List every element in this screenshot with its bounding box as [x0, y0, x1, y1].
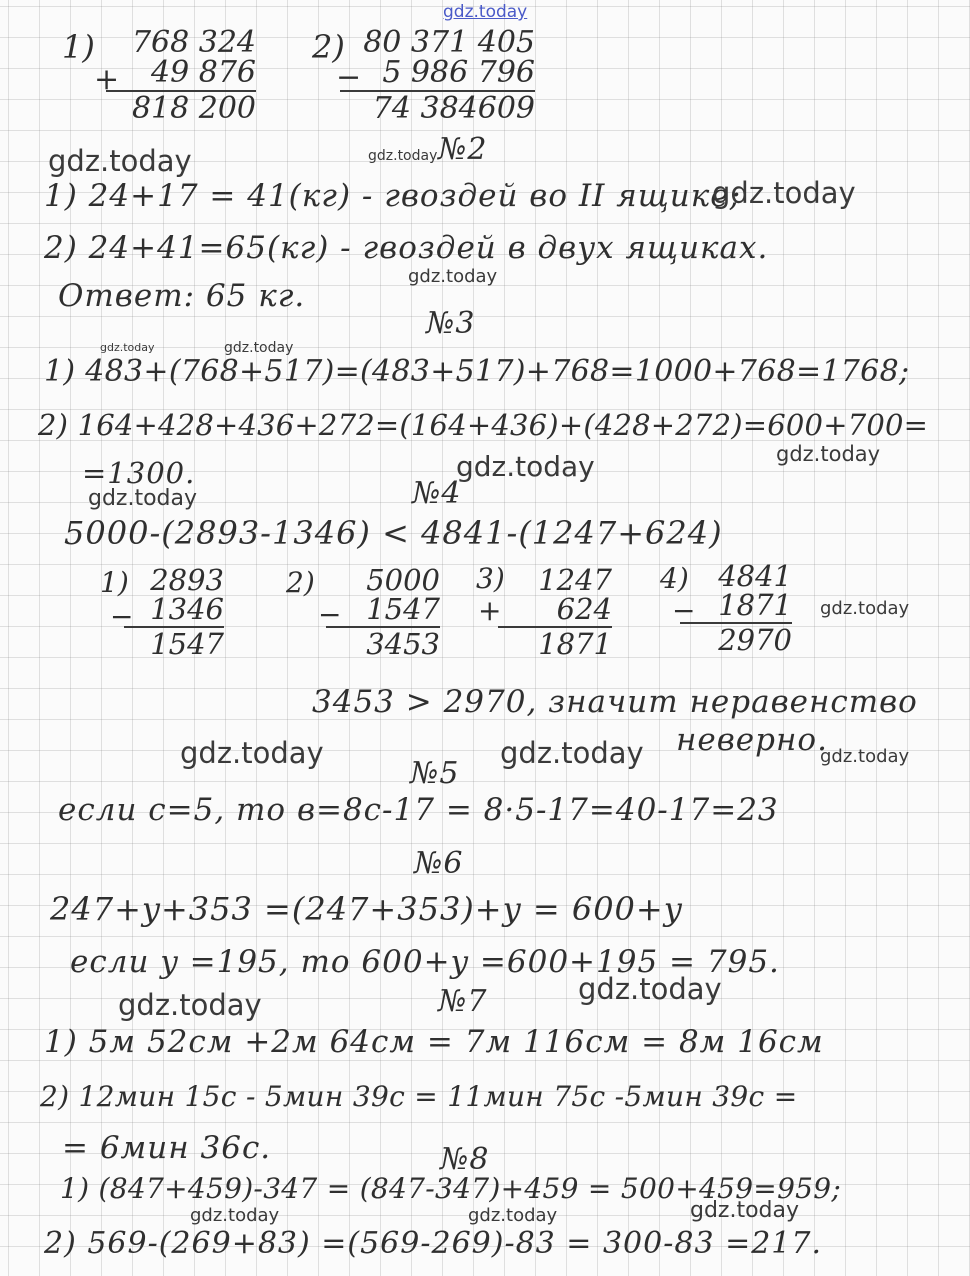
task3-line3: =1300. [82, 456, 196, 490]
task4-col3-label: 3) [476, 562, 505, 595]
watermark: gdz.today [408, 266, 498, 287]
watermark-top: gdz.today [443, 2, 528, 22]
task2-title: №2 [438, 132, 488, 167]
task1-b-result: 74 384609 [372, 91, 535, 126]
task7-line1: 1) 5м 52см +2м 64см = 7м 116см = 8м 16см [44, 1024, 824, 1060]
watermark: gdz.today [118, 988, 262, 1022]
watermark: gdz.today [690, 1198, 800, 1223]
task4-col1-result: 1547 [150, 627, 224, 661]
task4-expr: 5000-(2893-1346) < 4841-(1247+624) [64, 514, 723, 552]
task4-col2-result: 3453 [366, 627, 440, 661]
task4-col4-result: 2970 [718, 623, 792, 657]
task6-line1: 247+y+353 =(247+353)+y = 600+y [50, 890, 683, 928]
task1-b-label: 2) [312, 28, 345, 66]
task4-col3 [498, 563, 612, 661]
watermark: gdz.today [368, 148, 438, 164]
task4-conclusion1: 3453 > 2970, значит неравенство [312, 684, 918, 720]
task4-col4-label: 4) [660, 562, 689, 595]
watermark: gdz.today [190, 1205, 280, 1226]
watermark: gdz.today [456, 450, 595, 483]
watermark: gdz.today [88, 486, 198, 511]
task4-col1-bottom: 1346 [150, 592, 224, 626]
task4-conclusion2: неверно. [676, 722, 828, 758]
watermark: gdz.today [820, 598, 910, 619]
task5-title: №5 [410, 756, 460, 791]
task6-line2: если y =195, то 600+y =600+195 = 795. [70, 944, 780, 980]
watermark: gdz.today [820, 746, 910, 767]
task4-col2-label: 2) [286, 566, 315, 599]
task2-answer: Ответ: 65 кг. [58, 278, 306, 314]
task1-a-bottom: 49 876 [151, 55, 256, 90]
task4-col4 [680, 559, 792, 657]
task8-line2: 2) 569-(269+83) =(569-269)-83 = 300-83 =217. [44, 1226, 823, 1261]
task4-col2-top: 5000 [366, 563, 440, 597]
task1-a-top: 768 324 [131, 25, 256, 60]
task8-title: №8 [440, 1142, 490, 1177]
task4-col2 [326, 563, 440, 661]
watermark: gdz.today [776, 442, 881, 466]
task4-col3-result: 1871 [538, 627, 612, 661]
watermark: gdz.today [224, 340, 294, 356]
task5-line1: если c=5, то в=8c-17 = 8·5-17=40-17=23 [58, 792, 779, 828]
task3-title: №3 [426, 306, 476, 341]
task2-line1: 1) 24+17 = 41(кг) - гвоздей во II ящике; [44, 178, 742, 214]
task4-col1-label: 1) [100, 566, 129, 599]
task4-col3-op: + [478, 594, 502, 627]
watermark: gdz.today [100, 341, 155, 354]
task4-title: №4 [412, 476, 462, 511]
task4-col4-bottom: 1871 [718, 588, 792, 622]
task7-line3: = 6мин 36с. [62, 1130, 272, 1166]
task4-col1-top: 2893 [150, 563, 224, 597]
task4-col4-op: − [672, 594, 696, 627]
task1-b-top: 80 371 405 [363, 25, 535, 60]
task4-col3-bottom: 624 [556, 592, 612, 626]
task1-b-bottom: 5 986 796 [382, 55, 535, 90]
task1-a-column [106, 25, 256, 126]
task3-line1: 1) 483+(768+517)=(483+517)+768=1000+768=1768; [44, 354, 910, 389]
task7-title: №7 [438, 984, 488, 1019]
watermark: gdz.today [578, 972, 722, 1006]
task1-a-result: 818 200 [131, 91, 256, 126]
watermark: gdz.today [468, 1205, 558, 1226]
watermark: gdz.today [180, 736, 324, 770]
task4-col2-bottom: 1547 [366, 592, 440, 626]
task4-col4-top: 4841 [718, 559, 792, 593]
task1-a-op: + [94, 62, 120, 97]
task8-line1: 1) (847+459)-347 = (847-347)+459 = 500+459=959; [60, 1172, 842, 1205]
task4-col1-op: − [110, 600, 134, 633]
task1-a-label: 1) [62, 28, 95, 66]
task1-b-column [340, 25, 535, 126]
task6-title: №6 [414, 846, 464, 881]
watermark: gdz.today [500, 736, 644, 770]
task7-line2: 2) 12мин 15с - 5мин 39с = 11мин 75с -5мин 39с = [40, 1080, 798, 1113]
task4-col3-top: 1247 [538, 563, 612, 597]
task4-col1 [124, 563, 224, 661]
task3-line2: 2) 164+428+436+272=(164+436)+(428+272)=600+700= [38, 408, 929, 442]
watermark: gdz.today [712, 176, 856, 210]
watermark: gdz.today [48, 144, 192, 178]
task4-col2-op: − [318, 598, 342, 631]
task2-line2: 2) 24+41=65(кг) - гвоздей в двух ящиках. [44, 230, 769, 266]
task1-b-op: − [336, 60, 362, 95]
